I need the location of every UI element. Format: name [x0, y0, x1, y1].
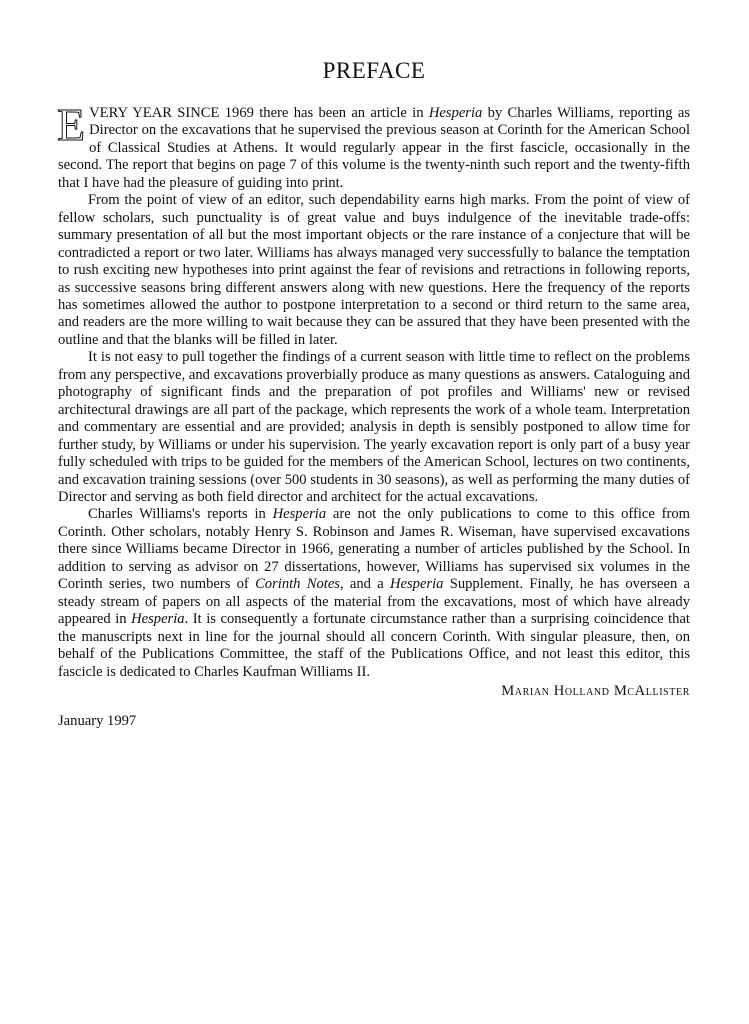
date-line: January 1997 [58, 712, 137, 729]
author-signature: Marian Holland McAllister [501, 682, 690, 699]
paragraph-2: From the point of view of an editor, such dependability earns high marks. From the point of view of fellow scholars, such punctuality is of great value and buys indulgence of the inevitable trade-offs: summary presentation of all but the most important objects or the rare instance of a conjecture that will be contradicted a report or two later. Williams has always managed very successfully to balance the temptation to rush exciting new hypotheses into print against the fear of revisions and retractions in following reports, as successive seasons bring different answers along with new questions. Here the frequency of the reports has sometimes allowed the author to postpone interpretation to a second or third return to the same area, and readers are the more willing to wait because they can be assured that they have been presented with the outline and that the blanks will be filled in later. [58, 192, 690, 348]
paragraph-4 [58, 506, 690, 681]
paragraph-1-text-b: by Charles Williams, reporting as Director on the excavations that he supervised the previous season at Corinth for the American School of Classical Studies at Athens. It would regularly appear in the first fascicle, occasionally in the second. The report that begins on page 7 of this volume is the twenty-ninth such report and the twenty-fifth that I have had the pleasure of guiding into print. [58, 105, 690, 191]
paragraph-4-text-c: , and a [339, 576, 390, 593]
paragraph-4-text-e: . It is consequently a fortunate circumstance rather than a surprising coincidence that the manuscripts next in line for the journal should all concern Corinth. With singular pleasure, then, on behalf of the Publications Committee, the staff of the Publications Office, and not least this editor, this fascicle is dedicated to Charles Kaufman Williams II. [58, 611, 690, 680]
paragraph-4-text-d: Supplement. Finally, he has overseen a steady stream of papers on all aspects of the material from the excavations, most of which have already appeared in [58, 576, 690, 628]
journal-title: Hesperia [389, 576, 444, 593]
paragraph-1-text-a: VERY YEAR SINCE 1969 there has been an article in [89, 105, 429, 121]
paragraph-4-text-b: are not the only publications to come to this office from Corinth. Other scholars, notably Henry S. Robinson and James R. Wiseman, have supervised excavations there since Williams became Director in 1966, generating a number of articles published by the School. In addition to serving as advisor on 27 dissertations, however, Williams has supervised six volumes in the Corinth series, two numbers of [58, 506, 690, 593]
journal-title: Hesperia [272, 506, 327, 523]
page-title: PREFACE [322, 58, 426, 83]
paragraph-1 [57, 99, 690, 192]
paragraph-3: It is not easy to pull together the findings of a current season with little time to reflect on the problems from any perspective, and excavations proverbially produce as many questions as answers. Cataloguing and photography of significant finds and the preparation of pot profiles and Williams' new or revised architectural drawings are all part of the package, which represents the work of a whole team. Interpretation and commentary are essential and are provided; analysis in depth is sensibly postponed to allow time for further study, by Williams or under his supervision. The yearly excavation report is only part of a busy year fully scheduled with trips to be guided for the members of the American School, lectures on two continents, and excavation training sessions (over 500 students in 30 seasons), as well as performing the many duties of Director and serving as both field director and architect for the actual excavations. [58, 349, 690, 505]
document-page [58, 58, 690, 730]
drop-cap: E [57, 99, 86, 150]
series-title: Corinth Notes [255, 576, 340, 593]
preface-body [57, 99, 690, 681]
journal-title: Hesperia [428, 105, 483, 121]
journal-title: Hesperia [131, 611, 185, 628]
paragraph-4-text-a: Charles Williams's reports in [88, 506, 273, 523]
